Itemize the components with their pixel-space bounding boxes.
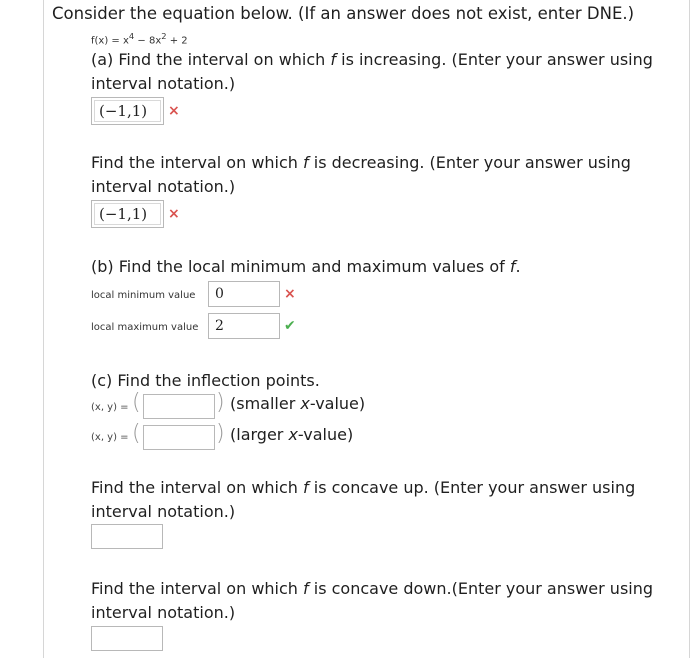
equation (91, 31, 188, 46)
local-maximum-label: local maximum value (91, 322, 199, 333)
increasing-prompt-post: is increasing. (Enter your answer using interval notation.) (91, 50, 653, 93)
inflection-larger-input[interactable] (143, 425, 215, 450)
concave-down-prompt-post: is concave down.(Enter your answer using interval notation.) (91, 579, 654, 622)
close-paren: ) (216, 390, 225, 415)
incorrect-icon: × (284, 286, 296, 302)
incorrect-icon: × (168, 206, 180, 222)
equation-lhs: f(x) = x (91, 35, 129, 47)
smaller-x-note (230, 394, 365, 413)
local-extrema-prompt-post: . (515, 257, 521, 276)
increasing-prompt-pre: (a) Find the interval on which (91, 50, 331, 69)
local-extrema-prompt-var: f (509, 257, 516, 276)
local-minimum-label: local minimum value (91, 290, 196, 301)
inflection-smaller-input[interactable] (143, 394, 215, 419)
decreasing-prompt-var: f (303, 153, 309, 172)
inflection-smaller-label: (x, y) = (91, 402, 129, 413)
right-border (689, 0, 690, 658)
concave-down-prompt (91, 577, 681, 625)
smaller-x-note-post: -value) (309, 394, 366, 413)
inflection-prompt: (c) Find the inflection points. (91, 371, 320, 390)
concave-up-prompt-post: is concave up. (Enter your answer using interval notation.) (91, 478, 636, 521)
decreasing-prompt-post: is decreasing. (Enter your answer using interval notation.) (91, 153, 631, 196)
decreasing-answer-input[interactable]: (−1,1) (91, 200, 164, 228)
concave-down-prompt-pre: Find the interval on which (91, 579, 304, 598)
close-paren: ) (216, 421, 225, 446)
local-minimum-input[interactable]: 0 (208, 281, 280, 307)
smaller-x-note-var: x (300, 394, 310, 413)
open-paren: ( (132, 421, 141, 446)
concave-up-input[interactable] (91, 524, 163, 549)
equation-exp1: 4 (128, 31, 135, 41)
concave-up-prompt-pre: Find the interval on which (91, 478, 304, 497)
larger-x-note-var: x (288, 425, 298, 444)
concave-up-prompt (91, 476, 681, 524)
smaller-x-note-pre: (smaller (230, 394, 301, 413)
local-extrema-prompt-pre: (b) Find the local minimum and maximum values of (91, 257, 510, 276)
equation-exp2: 2 (161, 31, 167, 41)
correct-icon: ✔ (284, 318, 296, 334)
decreasing-prompt (91, 151, 681, 199)
local-maximum-input[interactable]: 2 (208, 313, 280, 339)
inflection-larger-label: (x, y) = (91, 432, 129, 443)
larger-x-note (230, 425, 353, 444)
intro-text: Consider the equation below. (If an answer does not exist, enter DNE.) (52, 4, 635, 23)
increasing-prompt (91, 48, 681, 96)
incorrect-icon: × (168, 103, 180, 119)
local-extrema-prompt (91, 255, 521, 279)
larger-x-note-post: -value) (297, 425, 354, 444)
left-border (43, 0, 44, 658)
open-paren: ( (132, 390, 141, 415)
equation-rhs: + 2 (166, 35, 188, 47)
larger-x-note-pre: (larger (230, 425, 289, 444)
equation-mid: − 8x (134, 35, 162, 47)
increasing-answer-input[interactable]: (−1,1) (91, 97, 164, 125)
decreasing-prompt-pre: Find the interval on which (91, 153, 304, 172)
concave-up-prompt-var: f (303, 478, 309, 497)
increasing-prompt-var: f (330, 50, 337, 69)
concave-down-prompt-var: f (303, 579, 309, 598)
concave-down-input[interactable] (91, 626, 163, 651)
